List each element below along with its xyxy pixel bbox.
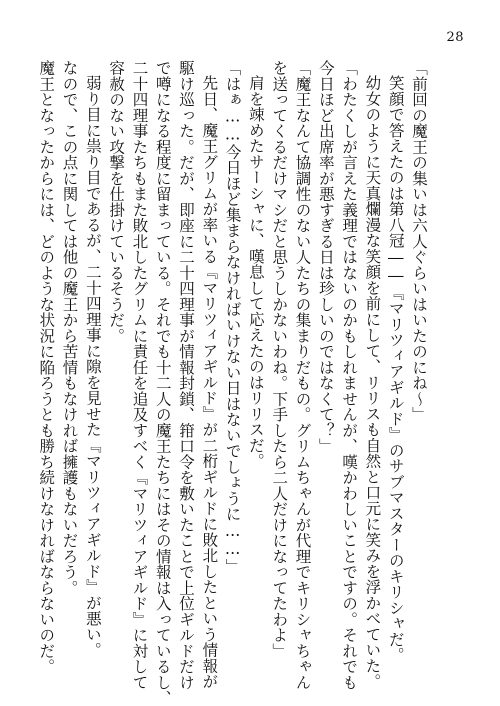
text-line: なので、この点に関しては他の魔王から苦情もなければ擁護もないだろう。 (60, 60, 79, 596)
text-line: 魔王となったからには、どのような状況に陥ろうとも勝ち続けなければならないのだ。 (37, 60, 56, 675)
text-line: 今日ほど出席率が悪すぎる日は珍しいのではなくて？」 (316, 60, 335, 454)
body-text (34, 60, 430, 706)
text-line: 駆け巡った。だが、即座に二十四理事が情報封鎖、箝口令を敷いたことで上位ギルドだけ (177, 60, 196, 690)
text-line: 先日、魔王グリムが率いる『マリツィアギルド』が二桁ギルドに敗北したという情報が (200, 75, 219, 690)
text-line: を送ってくるだけマシだと思うしかないわね。下手したら二人だけになってたわよ」 (270, 60, 289, 659)
page-number: 28 (446, 30, 464, 45)
text-line: 「わたくしが言えた義理ではないのかもしれませんが、嘆かわしいことですの。それでも (340, 60, 359, 690)
text-line: 笑顔で答えたのは第八冠――『マリツィアギルド』のサブマスターのキリシャだ。 (386, 75, 405, 663)
text-line: 「はぁ……今日ほど集まらなければいけない日はないでしょうに……」 (223, 60, 242, 574)
text-line: 弱り目に祟り目であるが、二十四理事に隙を見せた『マリツィアギルド』が悪い。 (83, 75, 102, 658)
text-line: 「魔王なんて協調性のない人たちの集まりだもの。グリムちゃんが代理でキリシャちゃん (293, 60, 312, 690)
text-line: 「前回の魔王の集いは六人ぐらいはいたのにね～」 (410, 60, 428, 423)
text-line: 幼女のように天真爛漫な笑顔を前にして、リリスも自然と口元に笑みを浮かべていた。 (363, 75, 382, 690)
text-line: で噂になる程度に留まっている。それでも十二人の魔王たちにはその情報は入っているし、 (153, 60, 172, 706)
text-line: 二十四理事たちもまた敗北したグリムに責任を追及すべく『マリツィアギルド』に対して (130, 60, 149, 690)
text-line: 肩を竦めたサーシャに、嘆息して応えたのはリリスだ。 (246, 75, 265, 469)
text-line: 容赦のない攻撃を仕掛けているそうだ。 (107, 60, 126, 344)
